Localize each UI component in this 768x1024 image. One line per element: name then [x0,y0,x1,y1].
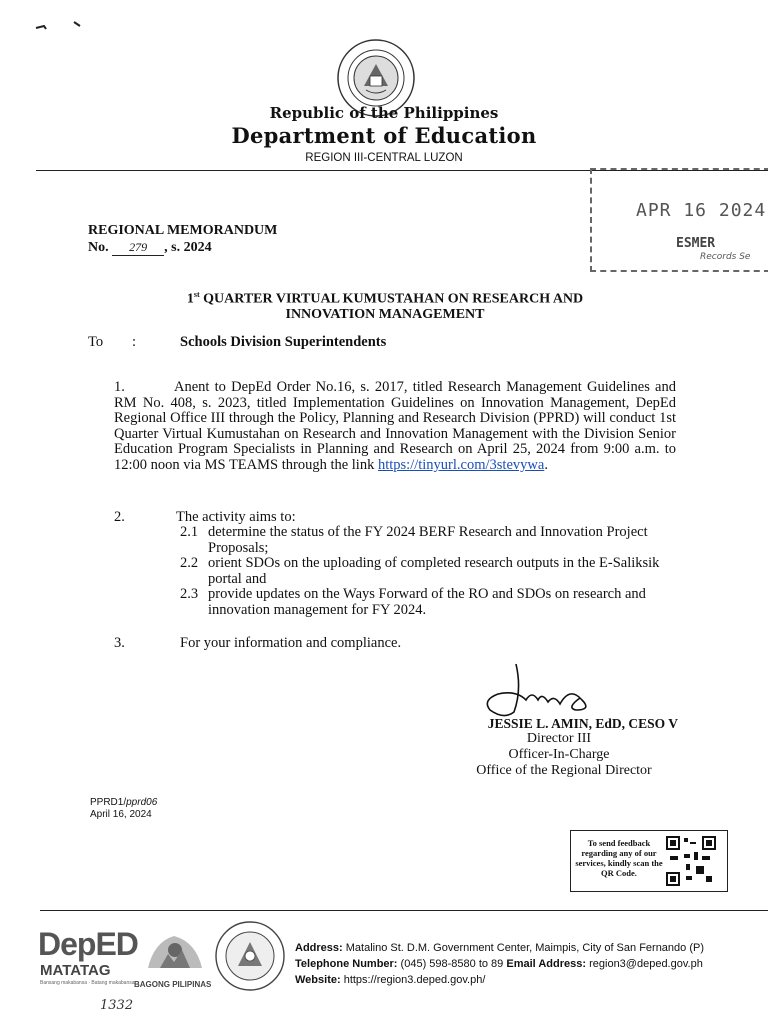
feedback-text: To send feedback regarding any of our services, kindly scan the QR Code. [575,838,663,878]
matatag-logo: MATATAG [40,962,111,979]
list-item-number: 2.1 [180,524,199,540]
qr-code-icon[interactable] [666,836,716,886]
matatag-tagline: Bansang makabansa · Batang makabansa [40,980,135,986]
to-label: To [88,334,104,350]
footer-contact [295,940,704,988]
telephone-label: Telephone Number: [295,958,398,970]
to-colon: : [132,334,137,350]
reference-code-suffix: pprd06 [126,797,158,808]
memo-number [88,240,212,256]
aims-list [180,525,690,619]
signatory-title-2: Officer-In-Charge [508,747,610,762]
stamp-name: ESMER [676,236,716,251]
memo-title: REGIONAL MEMORANDUM [88,223,278,238]
list-item-number: 2.3 [180,586,199,603]
stamp-date: APR 16 2024 [636,200,767,221]
list-item-text: provide updates on the Ways Forward of the RO and SDOs on research and innovation management for FY 2024. [208,586,646,618]
signatory-title-1: Director III [526,731,592,746]
paragraph-2-number: 2. [114,509,125,525]
address-value: Matalino St. D.M. Government Center, Maimpis, City of San Fernando (P) [345,942,704,954]
stamp-sub: Records Se [700,252,751,262]
department-heading: Department of Education [231,123,537,148]
memo-subject [60,287,710,322]
teams-link[interactable]: https://tinyurl.com/3stevywa [377,456,545,473]
subject-line-1: 1st QUARTER VIRTUAL KUMUSTAHAN ON RESEARCH AND [186,290,584,307]
signatory-title-3: Office of the Regional Director [476,763,652,778]
bagong-pilipinas-logo-icon [140,928,210,974]
telephone-value: (045) 598-8580 to 89 [400,958,504,970]
bagong-pilipinas-text: BAGONG PILIPINAS [134,980,212,989]
paragraph-1-end: . [544,456,548,473]
reference-code [90,797,157,821]
website-value[interactable]: https://region3.deped.gov.ph/ [343,974,486,986]
paragraph-2-lead: The activity aims to: [176,509,296,525]
paragraph-3: For your information and compliance. [180,635,402,651]
memo-no-prefix: No. [88,240,109,255]
paragraph-3-number: 3. [114,635,125,651]
reference-code-prefix: PPRD1/ [90,797,127,808]
to-recipient: Schools Division Superintendents [180,334,387,350]
signature-scribble [476,660,608,722]
handwritten-note: 1332 [100,998,134,1013]
address-label: Address: [295,942,343,954]
region-heading: REGION III-CENTRAL LUZON [305,152,463,164]
list-item-text: determine the status of the FY 2024 BERF Research and Innovation Project Proposals; [208,524,648,556]
reference-date: April 16, 2024 [90,809,152,820]
signatory-name: JESSIE L. AMIN, EdD, CESO V [487,716,678,731]
email-value[interactable]: region3@deped.gov.ph [589,958,703,970]
memo-no-suffix: , s. 2024 [164,240,212,255]
website-label: Website: [295,974,341,986]
corner-scan-mark [34,18,86,34]
memo-no-value: 279 [112,240,164,256]
paragraph-1-text: Anent to DepEd Order No.16, s. 2017, titled Research Management Guidelines and RM No. 408, s. 2023, titled Implementation Guidelines on Innovation Management, DepEd Regional Office III through the Policy, Planning and Research Division (PPRD) will conduct 1st Quarter Virtual Kumustahan on Research and Innovation Management with the Division Senior Education Program Specialists in Planning and Research on April 25, 2024 from 9:00 a.m. to 12:00 noon via MS TEAMS through the link [114,379,676,473]
subject-line-2: INNOVATION MANAGEMENT [285,306,485,322]
list-item [180,525,690,556]
email-label: Email Address: [506,958,587,970]
list-item-number: 2.2 [180,555,199,572]
department-seal-icon [214,920,286,992]
list-item [180,556,690,587]
paragraph-1-number: 1. [114,379,125,395]
list-item [180,587,690,618]
footer-divider [40,910,768,911]
republic-heading: Republic of the Philippines [269,104,499,122]
deped-logo: DepED [38,926,138,962]
list-item-text: orient SDOs on the uploading of completed research outputs in the E-Saliksik portal and [208,555,660,587]
paragraph-1 [114,380,676,474]
